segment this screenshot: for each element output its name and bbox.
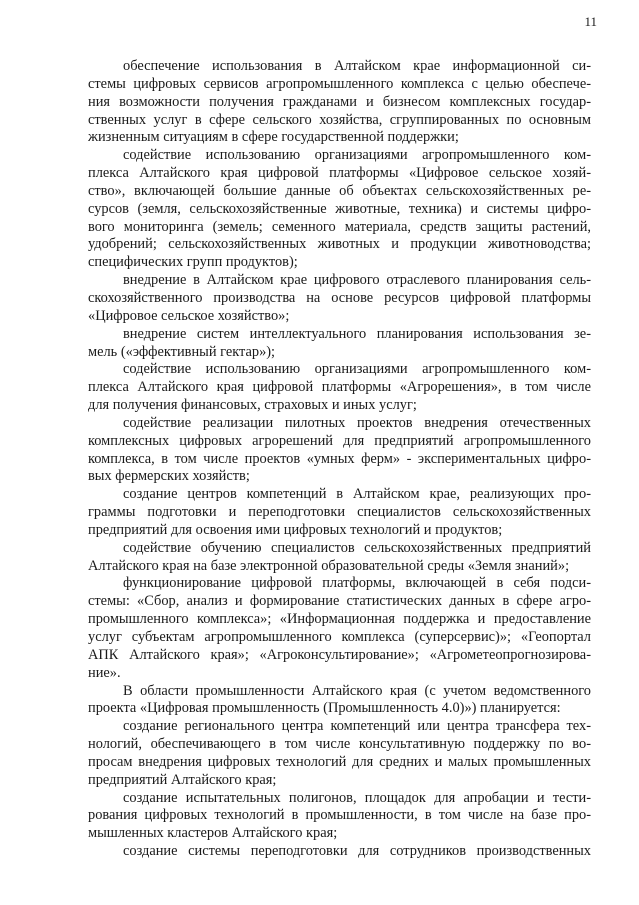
text-line: Алтайского края на базе электронной образовательной среды «Земля знаний»; bbox=[88, 557, 570, 574]
paragraph bbox=[88, 540, 591, 576]
text-line: мышленных кластеров Алтайского края; bbox=[88, 825, 338, 842]
paragraph bbox=[88, 147, 591, 272]
page-number: 11 bbox=[584, 14, 597, 29]
paragraph bbox=[88, 361, 591, 415]
paragraph bbox=[88, 843, 591, 861]
text-line: жизненным ситуациям в сфере государственной поддержки; bbox=[88, 129, 459, 146]
text-line: создание испытательных полигонов, площадок для апробации и тести- bbox=[123, 789, 591, 806]
text-line: граммы подготовки и переподготовки специалистов сельскохозяйственных bbox=[88, 504, 591, 521]
text-line: услуг субъектам агропромышленного комплекса (суперсервис)»; «Геопортал bbox=[88, 629, 591, 645]
text-line: промышленного комплекса»; «Информационная поддержка и предоставление bbox=[88, 611, 591, 628]
text-line: мель («эффективный гектар»); bbox=[88, 343, 276, 360]
document-body bbox=[88, 58, 591, 861]
paragraph bbox=[88, 272, 591, 326]
text-line: ние». bbox=[88, 664, 121, 681]
text-line: создание центров компетенций в Алтайском крае, реализующих про- bbox=[123, 486, 591, 503]
text-line: функционирование цифровой платформы, включающей в себя подси- bbox=[123, 575, 591, 592]
text-line: рования цифровых технологий в промышленности, в том числе на базе про- bbox=[88, 807, 591, 824]
text-line: для получения финансовых, страховых и иных услуг; bbox=[88, 397, 417, 414]
text-line: внедрение в Алтайском крае цифрового отраслевого планирования сель- bbox=[123, 272, 591, 289]
text-line: содействие использованию организациями агропромышленного ком- bbox=[123, 361, 591, 378]
text-line: создание системы переподготовки для сотрудников производственных bbox=[123, 843, 591, 860]
text-line: проекта «Цифровая промышленность (Промышленность 4.0)») планируется: bbox=[88, 700, 561, 717]
paragraph bbox=[88, 718, 591, 789]
text-line: создание регионального центра компетенций или центра трансфера тех- bbox=[123, 718, 591, 735]
text-line: «Цифровое сельское хозяйство»; bbox=[88, 307, 290, 324]
text-line: стемы: «Сбор, анализ и формирование статистических данных в сфере агро- bbox=[88, 593, 591, 610]
text-line: удобрений; сельскохозяйственных животных и продукции животноводства; bbox=[88, 236, 591, 253]
paragraph bbox=[88, 683, 591, 719]
text-line: содействие обучению специалистов сельскохозяйственных предприятий bbox=[123, 539, 591, 556]
text-line: содействие реализации пилотных проектов внедрения отечественных bbox=[123, 414, 591, 431]
text-line: плекса Алтайского края цифровой платформы «Цифровое сельское хозяй- bbox=[88, 165, 591, 182]
text-line: скохозяйственного производства на основе ресурсов цифровой платформы bbox=[88, 289, 591, 306]
text-line: комплексных цифровых агрорешений для предприятий агропромышленного bbox=[88, 432, 591, 449]
text-line: просам внедрения цифровых технологий для средних и малых промышленных bbox=[88, 753, 591, 770]
text-line: предприятий Алтайского края; bbox=[88, 771, 277, 788]
text-line: плекса Алтайского края цифровой платформы «Агрорешения», в том числе bbox=[88, 379, 591, 396]
text-line: ственных услуг в сфере сельского хозяйства, сгруппированных по основным bbox=[88, 111, 591, 128]
paragraph bbox=[88, 326, 591, 362]
paragraph bbox=[88, 575, 591, 682]
text-line: АПК Алтайского края»; «Агроконсультирование»; «Агрометеопрогнозирова- bbox=[88, 646, 591, 663]
paragraph bbox=[88, 790, 591, 844]
text-line: ство», включающей большие данные об объектах сельскохозяйственных ре- bbox=[88, 182, 591, 199]
text-line: В области промышленности Алтайского края (с учетом ведомственного bbox=[123, 682, 591, 699]
paragraph bbox=[88, 58, 591, 147]
text-line: ния возможности получения гражданами и бизнесом комплексных государ- bbox=[88, 93, 591, 110]
text-line: комплекса, в том числе проектов «умных ферм» - экспериментальных цифро- bbox=[88, 450, 591, 467]
text-line: нологий, обеспечивающего в том числе консультативную поддержку по во- bbox=[88, 736, 591, 753]
text-line: внедрение систем интеллектуального планирования использования зе- bbox=[123, 325, 591, 342]
text-line: предприятий для освоения ими цифровых технологий и продуктов; bbox=[88, 521, 503, 538]
text-line: содействие использованию организациями агропромышленного ком- bbox=[123, 147, 591, 164]
text-line: вых фермерских хозяйств; bbox=[88, 468, 250, 485]
paragraph bbox=[88, 486, 591, 540]
paragraph bbox=[88, 415, 591, 486]
text-line: вого мониторинга (земель; семенного материала, средств защиты растений, bbox=[88, 218, 591, 235]
text-line: специфических групп продуктов); bbox=[88, 254, 298, 271]
text-line: сурсов (земля, сельскохозяйственные животные, техника) и системы цифро- bbox=[88, 200, 591, 217]
text-line: стемы цифровых сервисов агропромышленного комплекса с целью обеспече- bbox=[88, 75, 591, 92]
text-line: обеспечение использования в Алтайском крае информационной си- bbox=[123, 58, 591, 74]
